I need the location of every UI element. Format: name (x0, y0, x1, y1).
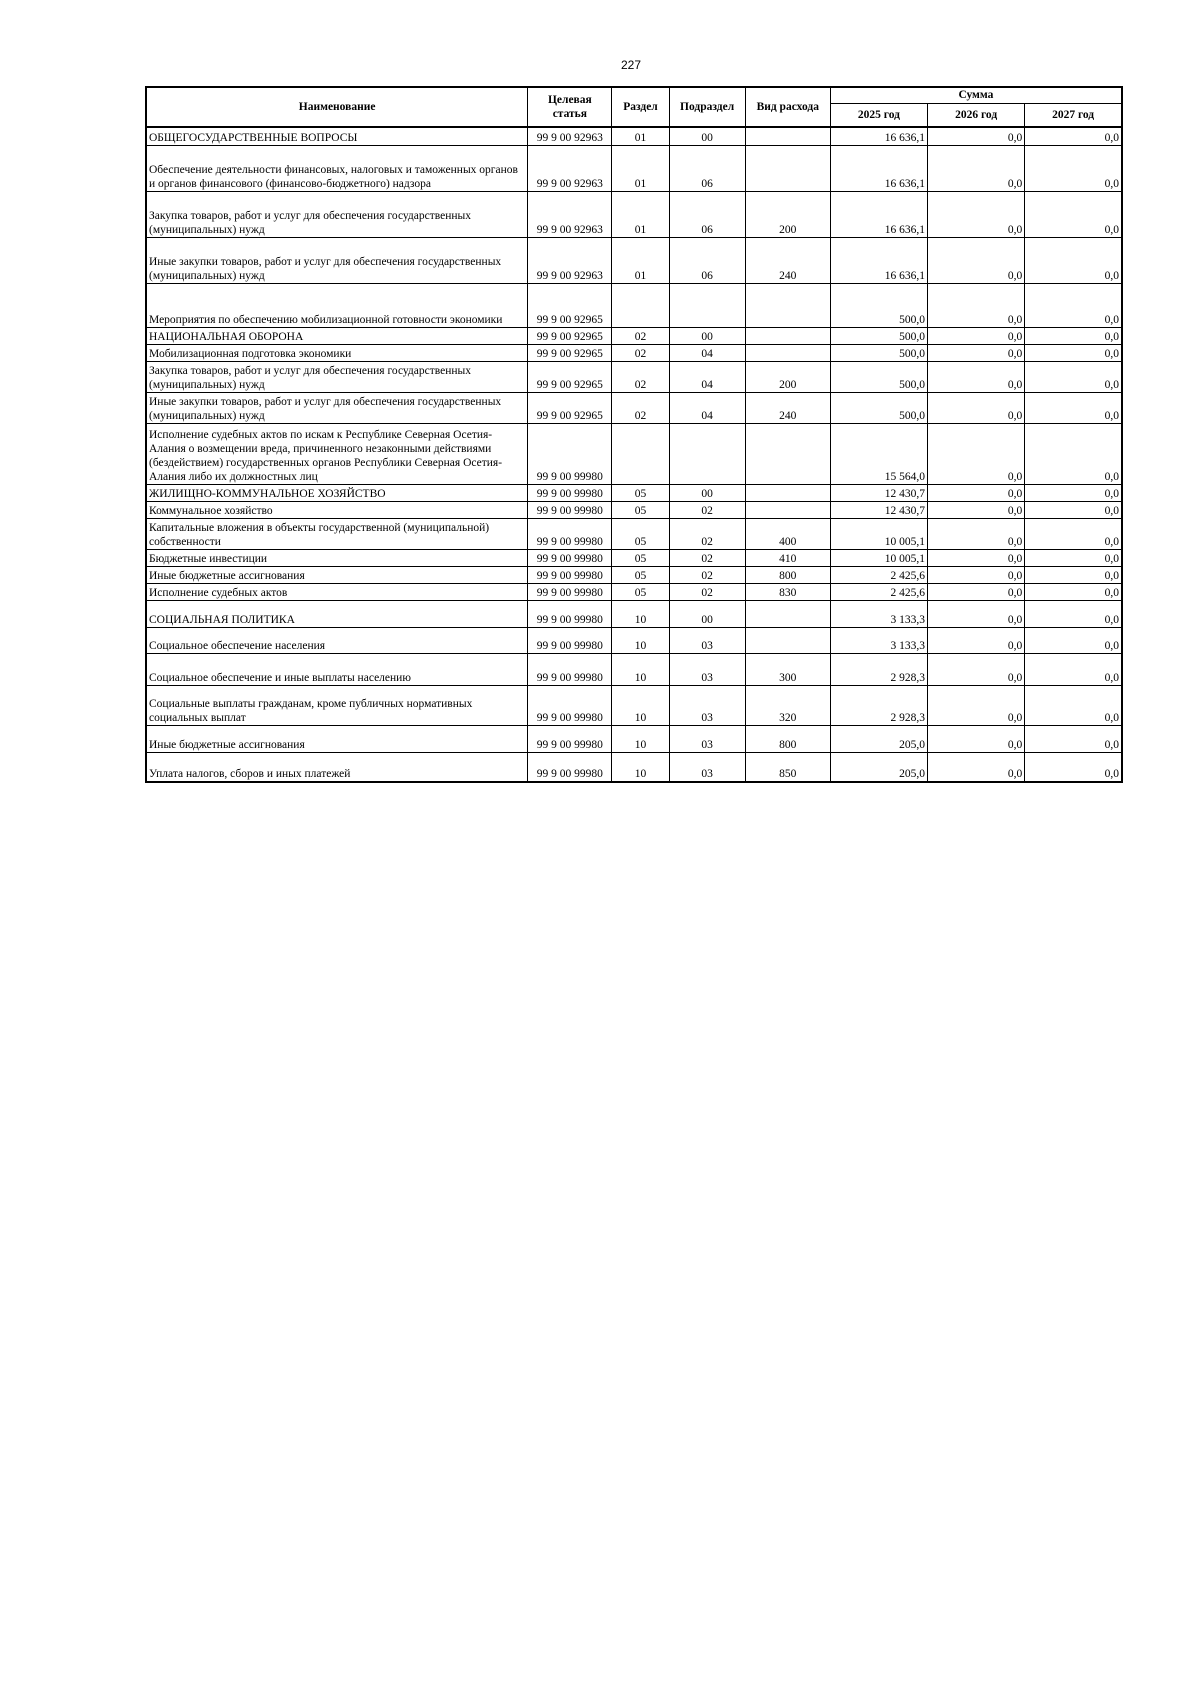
cell-section: 10 (612, 627, 669, 653)
header-section: Раздел (612, 87, 669, 127)
table-row (146, 583, 1122, 600)
cell-section: 05 (612, 518, 669, 549)
cell-subsection: 02 (669, 518, 745, 549)
cell-target: 99 9 00 99980 (528, 600, 612, 627)
cell-section: 02 (612, 344, 669, 361)
cell-expense-type: 300 (745, 653, 830, 685)
cell-expense-type (745, 127, 830, 145)
cell-2025: 16 636,1 (830, 237, 927, 283)
table-header (146, 87, 1122, 127)
table-row (146, 191, 1122, 237)
cell-2026: 0,0 (928, 191, 1025, 237)
cell-name: Коммунальное хозяйство (146, 501, 528, 518)
header-expense-type: Вид расхода (745, 87, 830, 127)
table-row (146, 725, 1122, 752)
cell-subsection: 04 (669, 361, 745, 392)
cell-name: Закупка товаров, работ и услуг для обеспечения государственных (муниципальных) нужд (146, 361, 528, 392)
cell-section (612, 283, 669, 327)
cell-2025: 3 133,3 (830, 627, 927, 653)
cell-2026: 0,0 (928, 361, 1025, 392)
cell-target: 99 9 00 92965 (528, 392, 612, 423)
cell-expense-type (745, 344, 830, 361)
cell-name: Иные закупки товаров, работ и услуг для обеспечения государственных (муниципальных) нужд (146, 237, 528, 283)
cell-name: Мобилизационная подготовка экономики (146, 344, 528, 361)
cell-subsection: 03 (669, 653, 745, 685)
cell-name: Капитальные вложения в объекты государственной (муниципальной) собственности (146, 518, 528, 549)
cell-2027: 0,0 (1025, 685, 1122, 725)
cell-2026: 0,0 (928, 653, 1025, 685)
cell-subsection: 03 (669, 627, 745, 653)
cell-2027: 0,0 (1025, 327, 1122, 344)
cell-2027: 0,0 (1025, 191, 1122, 237)
cell-2027: 0,0 (1025, 583, 1122, 600)
cell-subsection: 06 (669, 145, 745, 191)
cell-2025: 2 928,3 (830, 685, 927, 725)
cell-2026: 0,0 (928, 627, 1025, 653)
cell-target: 99 9 00 99980 (528, 566, 612, 583)
cell-expense-type (745, 145, 830, 191)
cell-subsection: 06 (669, 237, 745, 283)
cell-2025: 2 425,6 (830, 566, 927, 583)
cell-2025: 12 430,7 (830, 484, 927, 501)
table-row (146, 127, 1122, 145)
table-row (146, 484, 1122, 501)
cell-section: 01 (612, 145, 669, 191)
cell-name: Иные бюджетные ассигнования (146, 725, 528, 752)
cell-2027: 0,0 (1025, 600, 1122, 627)
cell-target: 99 9 00 92963 (528, 145, 612, 191)
table-body (146, 127, 1122, 782)
cell-2027: 0,0 (1025, 484, 1122, 501)
cell-section: 05 (612, 484, 669, 501)
cell-target: 99 9 00 92965 (528, 344, 612, 361)
cell-2026: 0,0 (928, 484, 1025, 501)
cell-target: 99 9 00 92963 (528, 237, 612, 283)
cell-expense-type (745, 501, 830, 518)
cell-2026: 0,0 (928, 725, 1025, 752)
table-row (146, 518, 1122, 549)
cell-subsection: 02 (669, 566, 745, 583)
cell-name: ОБЩЕГОСУДАРСТВЕННЫЕ ВОПРОСЫ (146, 127, 528, 145)
cell-section: 05 (612, 566, 669, 583)
table-row (146, 423, 1122, 484)
cell-2025: 500,0 (830, 283, 927, 327)
table-row (146, 566, 1122, 583)
cell-expense-type: 200 (745, 191, 830, 237)
cell-name: Социальное обеспечение и иные выплаты населению (146, 653, 528, 685)
cell-subsection: 04 (669, 392, 745, 423)
cell-2025: 12 430,7 (830, 501, 927, 518)
cell-2025: 3 133,3 (830, 600, 927, 627)
cell-name: Социальные выплаты гражданам, кроме публичных нормативных социальных выплат (146, 685, 528, 725)
cell-2025: 16 636,1 (830, 191, 927, 237)
cell-2027: 0,0 (1025, 501, 1122, 518)
cell-target: 99 9 00 92963 (528, 127, 612, 145)
cell-expense-type: 320 (745, 685, 830, 725)
cell-target: 99 9 00 99980 (528, 549, 612, 566)
table-row (146, 549, 1122, 566)
cell-2025: 16 636,1 (830, 145, 927, 191)
cell-subsection: 03 (669, 752, 745, 782)
cell-2026: 0,0 (928, 423, 1025, 484)
table-row (146, 392, 1122, 423)
budget-table (145, 86, 1123, 783)
cell-target: 99 9 00 99980 (528, 423, 612, 484)
table-row (146, 600, 1122, 627)
cell-expense-type (745, 600, 830, 627)
cell-target: 99 9 00 92965 (528, 327, 612, 344)
cell-subsection (669, 283, 745, 327)
cell-name: Обеспечение деятельности финансовых, налоговых и таможенных органов и органов финансового (финансово-бюджетного) надзора (146, 145, 528, 191)
cell-2026: 0,0 (928, 327, 1025, 344)
cell-name: Социальное обеспечение населения (146, 627, 528, 653)
cell-2027: 0,0 (1025, 145, 1122, 191)
cell-2026: 0,0 (928, 237, 1025, 283)
cell-expense-type: 830 (745, 583, 830, 600)
cell-section: 10 (612, 752, 669, 782)
table-row (146, 327, 1122, 344)
cell-name: Исполнение судебных актов (146, 583, 528, 600)
cell-section: 02 (612, 392, 669, 423)
cell-subsection: 06 (669, 191, 745, 237)
cell-expense-type: 410 (745, 549, 830, 566)
cell-2027: 0,0 (1025, 127, 1122, 145)
cell-2027: 0,0 (1025, 725, 1122, 752)
table-row (146, 627, 1122, 653)
cell-2026: 0,0 (928, 283, 1025, 327)
cell-section (612, 423, 669, 484)
header-2026: 2026 год (928, 103, 1025, 127)
table-row (146, 685, 1122, 725)
cell-expense-type: 400 (745, 518, 830, 549)
cell-section: 10 (612, 600, 669, 627)
cell-2026: 0,0 (928, 583, 1025, 600)
cell-target: 99 9 00 99980 (528, 583, 612, 600)
cell-2027: 0,0 (1025, 283, 1122, 327)
cell-2026: 0,0 (928, 392, 1025, 423)
cell-name: НАЦИОНАЛЬНАЯ ОБОРОНА (146, 327, 528, 344)
cell-section: 10 (612, 685, 669, 725)
cell-2026: 0,0 (928, 518, 1025, 549)
cell-subsection: 00 (669, 327, 745, 344)
cell-2025: 500,0 (830, 361, 927, 392)
header-name: Наименование (146, 87, 528, 127)
cell-2027: 0,0 (1025, 392, 1122, 423)
cell-2026: 0,0 (928, 344, 1025, 361)
cell-2025: 2 425,6 (830, 583, 927, 600)
cell-2025: 16 636,1 (830, 127, 927, 145)
cell-2025: 500,0 (830, 327, 927, 344)
cell-2025: 205,0 (830, 725, 927, 752)
cell-target: 99 9 00 99980 (528, 484, 612, 501)
table-row (146, 237, 1122, 283)
cell-2026: 0,0 (928, 566, 1025, 583)
table-row (146, 653, 1122, 685)
table-row (146, 283, 1122, 327)
cell-2026: 0,0 (928, 752, 1025, 782)
cell-name: СОЦИАЛЬНАЯ ПОЛИТИКА (146, 600, 528, 627)
header-2025: 2025 год (830, 103, 927, 127)
cell-target: 99 9 00 92963 (528, 191, 612, 237)
cell-expense-type: 240 (745, 237, 830, 283)
table-row (146, 344, 1122, 361)
cell-subsection: 03 (669, 725, 745, 752)
cell-subsection: 00 (669, 484, 745, 501)
table-row (146, 361, 1122, 392)
table-row (146, 752, 1122, 782)
cell-expense-type: 240 (745, 392, 830, 423)
cell-subsection: 02 (669, 583, 745, 600)
header-2027: 2027 год (1025, 103, 1122, 127)
cell-name: ЖИЛИЩНО-КОММУНАЛЬНОЕ ХОЗЯЙСТВО (146, 484, 528, 501)
cell-section: 02 (612, 327, 669, 344)
cell-name: Иные закупки товаров, работ и услуг для обеспечения государственных (муниципальных) нужд (146, 392, 528, 423)
cell-2027: 0,0 (1025, 653, 1122, 685)
cell-2025: 10 005,1 (830, 549, 927, 566)
cell-target: 99 9 00 99980 (528, 501, 612, 518)
table-row (146, 501, 1122, 518)
cell-2026: 0,0 (928, 600, 1025, 627)
cell-expense-type (745, 283, 830, 327)
cell-section: 05 (612, 501, 669, 518)
cell-subsection: 00 (669, 600, 745, 627)
cell-name: Уплата налогов, сборов и иных платежей (146, 752, 528, 782)
cell-2027: 0,0 (1025, 566, 1122, 583)
cell-section: 05 (612, 549, 669, 566)
cell-section: 10 (612, 653, 669, 685)
cell-expense-type: 800 (745, 566, 830, 583)
cell-name: Закупка товаров, работ и услуг для обеспечения государственных (муниципальных) нужд (146, 191, 528, 237)
cell-subsection (669, 423, 745, 484)
cell-section: 01 (612, 127, 669, 145)
cell-target: 99 9 00 99980 (528, 752, 612, 782)
cell-2025: 10 005,1 (830, 518, 927, 549)
cell-name: Бюджетные инвестиции (146, 549, 528, 566)
cell-expense-type (745, 423, 830, 484)
cell-target: 99 9 00 99980 (528, 725, 612, 752)
cell-2027: 0,0 (1025, 423, 1122, 484)
header-subsection: Подраздел (669, 87, 745, 127)
cell-target: 99 9 00 99980 (528, 627, 612, 653)
cell-expense-type: 850 (745, 752, 830, 782)
cell-2025: 205,0 (830, 752, 927, 782)
cell-2025: 500,0 (830, 392, 927, 423)
cell-section: 01 (612, 237, 669, 283)
cell-target: 99 9 00 92965 (528, 361, 612, 392)
cell-name: Иные бюджетные ассигнования (146, 566, 528, 583)
cell-section: 02 (612, 361, 669, 392)
table-row (146, 145, 1122, 191)
cell-2025: 15 564,0 (830, 423, 927, 484)
cell-2026: 0,0 (928, 127, 1025, 145)
cell-2027: 0,0 (1025, 518, 1122, 549)
cell-target: 99 9 00 99980 (528, 685, 612, 725)
cell-expense-type (745, 484, 830, 501)
cell-section: 10 (612, 725, 669, 752)
cell-target: 99 9 00 99980 (528, 653, 612, 685)
page-number: 227 (620, 58, 642, 72)
cell-section: 01 (612, 191, 669, 237)
cell-2027: 0,0 (1025, 361, 1122, 392)
cell-2026: 0,0 (928, 549, 1025, 566)
cell-2027: 0,0 (1025, 237, 1122, 283)
cell-name: Исполнение судебных актов по искам к Республике Северная Осетия-Алания о возмещении вреда, причиненного незаконными действиями (бездействием) государственных органов Республики Северная Осетия-Алания либо их должностных лиц (146, 423, 528, 484)
cell-subsection: 04 (669, 344, 745, 361)
header-sum: Сумма (830, 87, 1122, 103)
cell-2026: 0,0 (928, 501, 1025, 518)
cell-subsection: 00 (669, 127, 745, 145)
cell-expense-type (745, 627, 830, 653)
cell-2025: 2 928,3 (830, 653, 927, 685)
cell-2027: 0,0 (1025, 549, 1122, 566)
cell-subsection: 02 (669, 501, 745, 518)
cell-2026: 0,0 (928, 685, 1025, 725)
cell-subsection: 03 (669, 685, 745, 725)
header-target: Целевая статья (528, 87, 612, 127)
cell-expense-type: 200 (745, 361, 830, 392)
cell-expense-type: 800 (745, 725, 830, 752)
cell-subsection: 02 (669, 549, 745, 566)
cell-2025: 500,0 (830, 344, 927, 361)
cell-expense-type (745, 327, 830, 344)
cell-name: Мероприятия по обеспечению мобилизационной готовности экономики (146, 283, 528, 327)
cell-2027: 0,0 (1025, 627, 1122, 653)
cell-2027: 0,0 (1025, 752, 1122, 782)
cell-target: 99 9 00 99980 (528, 518, 612, 549)
cell-2027: 0,0 (1025, 344, 1122, 361)
cell-section: 05 (612, 583, 669, 600)
cell-target: 99 9 00 92965 (528, 283, 612, 327)
cell-2026: 0,0 (928, 145, 1025, 191)
